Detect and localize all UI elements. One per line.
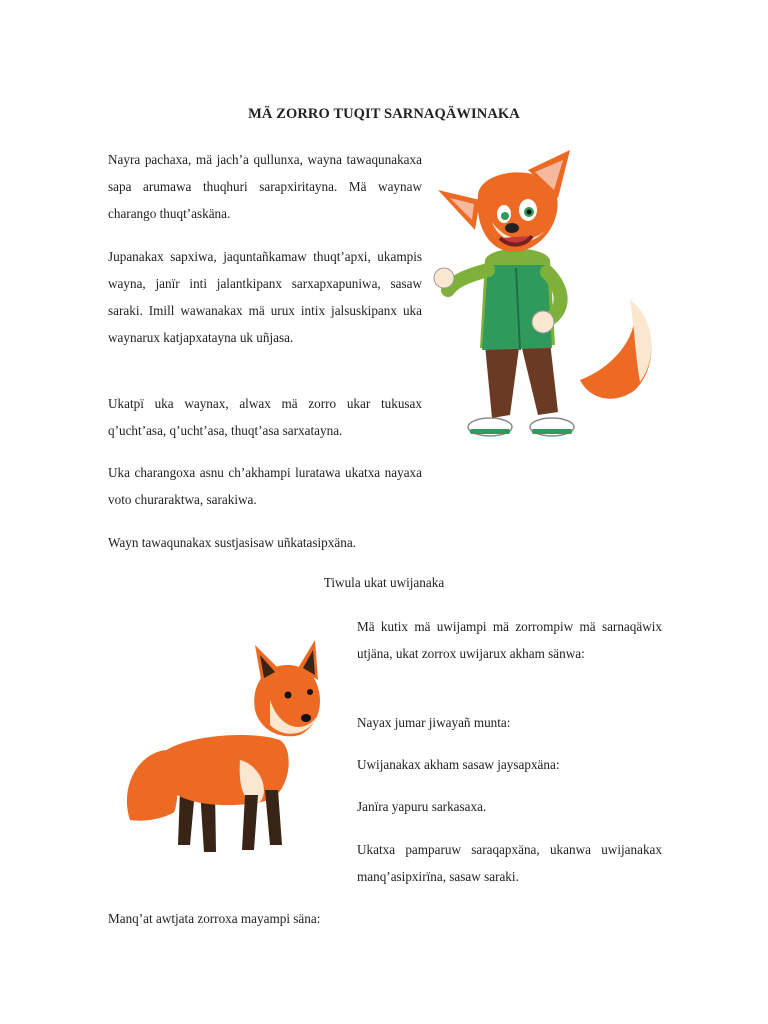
red-fox-illustration (120, 640, 330, 870)
fable-paragraph-1: Mä kutix mä uwijampi mä zorrompiw mä sarnaqäwix utjäna, ukat zorrox uwijarux akham sänwa: (357, 619, 662, 661)
story-paragraph-2: Jupanakax sapxiwa, jaquntañkamaw thuqt’apxi, ukampis wayna, janïr inti jalantkipanx sarxapxapuniwa, sasaw saraki. Imill wawanakax mä urux intix jalsuskipanx uka waynarux katjapxatayna uk uñjasa. (108, 249, 422, 345)
story-paragraph-1: Nayra pachaxa, mä jach’a qullunxa, wayna tawaqunakaxa sapa arumawa thuqhuri sarapxiritayna. Mä waynaw charango thuqt’askäna. (108, 152, 422, 221)
story-paragraph-4: Uka charangoxa asnu ch’akhampi luratawa ukatxa nayaxa voto churaraktwa, sarakiwa. (108, 465, 422, 507)
fable-paragraph-2: Nayax jumar jiwayañ munta: (357, 715, 511, 730)
story-paragraph-3: Ukatpï uka waynax, alwax mä zorro ukar tukusax q’ucht’asa, q’ucht’asa, thuqt’asa sarxatayna. (108, 396, 422, 438)
closing-line: Manq’at awtjata zorroxa mayampi säna: (108, 911, 321, 926)
story-title: MÄ ZORRO TUQIT SARNAQÄWINAKA (248, 106, 520, 122)
fable-subtitle: Tiwula ukat uwijanaka (323, 575, 445, 590)
fable-paragraph-3: Uwijanakax akham sasaw jaysapxäna: (357, 757, 560, 772)
fable-paragraph-4: Janïra yapuru sarkasaxa. (357, 799, 487, 814)
cartoon-fox-illustration (430, 150, 660, 450)
fable-paragraph-5: Ukatxa pamparuw saraqapxäna, ukanwa uwijanakax manq’asipxirïna, sasaw saraki. (357, 842, 662, 884)
story-paragraph-5: Wayn tawaqunakax sustjasisaw uñkatasipxäna. (108, 535, 356, 550)
